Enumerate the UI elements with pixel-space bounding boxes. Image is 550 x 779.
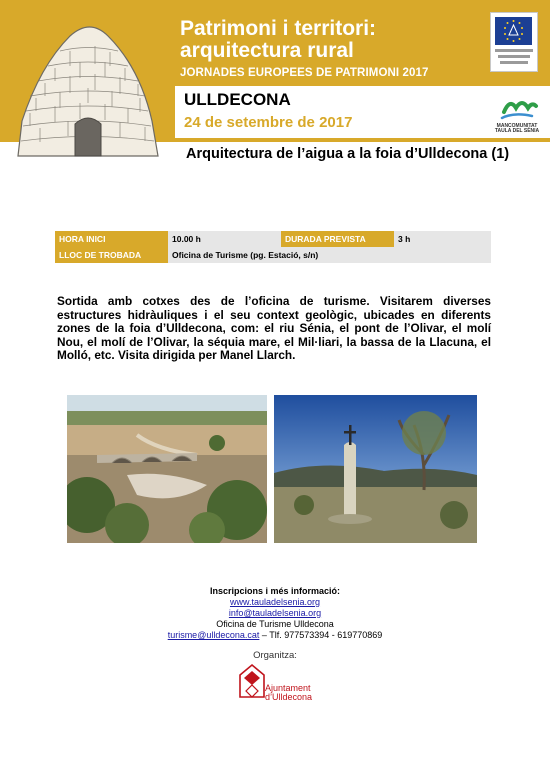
email-tourism-link[interactable]: turisme@ulldecona.cat: [167, 630, 260, 640]
activity-title: Arquitectura de l’aigua a la foia d’Ulldecona (1): [186, 146, 510, 162]
info-table: [55, 231, 491, 263]
start-time-label: HORA INICI: [55, 231, 168, 247]
title-line2: arquitectura rural: [180, 39, 354, 62]
organizer-label: Organitza:: [253, 650, 297, 661]
meeting-point-label: LLOC DE TROBADA: [55, 247, 168, 263]
ajuntament-crest-icon: [238, 663, 266, 701]
eu-heritage-logo: [490, 12, 538, 72]
website-link[interactable]: www.tauladelsenia.org: [229, 597, 321, 607]
eu-flag-icon: [495, 17, 532, 45]
stone-hut-illustration: [0, 6, 175, 166]
duration-label: DURADA PREVISTA: [281, 231, 394, 247]
event-date: 24 de setembre de 2017: [184, 114, 353, 131]
ajuntament-name: Ajuntament d’Ulldecona: [265, 683, 313, 702]
contact-block: [0, 586, 550, 641]
town-name: ULLDECONA: [184, 90, 291, 109]
info-row-time: [55, 231, 491, 247]
mancomunitat-name: MANCOMUNITAT TAULA DEL SÈNIA: [494, 123, 540, 134]
start-time-value: 10.00 h: [168, 231, 281, 247]
email-info-link[interactable]: info@tauladelsenia.org: [228, 608, 322, 618]
event-subtitle: JORNADES EUROPEES DE PATRIMONI 2017: [180, 67, 429, 79]
duration-value: 3 h: [394, 231, 491, 247]
contact-heading: Inscripcions i més informació:: [209, 586, 341, 596]
activity-description: Sortida amb cotxes des de l’oficina de turisme. Visitarem diverses estructures hidràuliques i el seu context geològic, ubicades en diferents zones de la foia d’Ulldecona, com: el riu Sénia, el pont de l’Olivar, el molí Nou, el molí de l’Olivar, la séquia mare, el Mil·liari, la bassa de la Llacuna, el Molló, etc. Visita dirigida per Manel Llarch.: [57, 294, 491, 362]
milestone-cross-photo: [274, 395, 477, 543]
phone-numbers: – Tlf. 977573394 - 619770869: [259, 630, 383, 640]
event-title: [180, 18, 376, 62]
info-row-meeting: [55, 247, 491, 263]
tourist-office-name: Oficina de Turisme Ulldecona: [216, 619, 334, 629]
meeting-point-value: Oficina de Turisme (pg. Estació, s/n): [168, 247, 491, 263]
title-line1: Patrimoni i territori:: [180, 17, 377, 40]
river-bridge-photo: [67, 395, 267, 543]
